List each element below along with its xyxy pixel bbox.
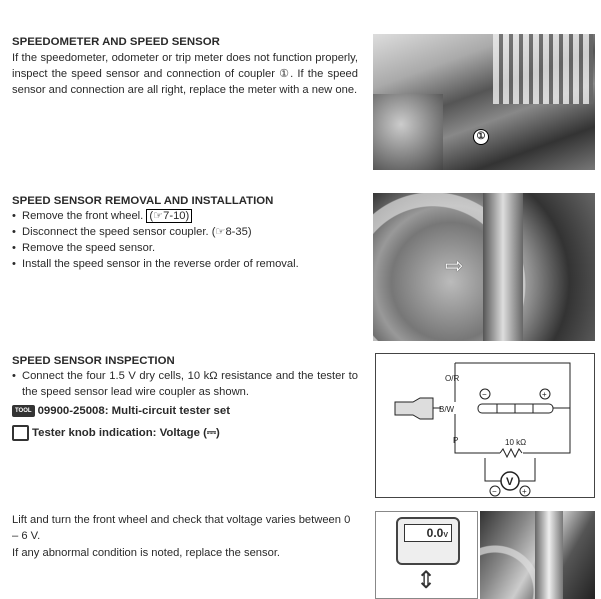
replace-sensor-text: If any abnormal condition is noted, replace the sensor. [12,547,281,559]
wire-label-bw: B/W [439,405,455,414]
coupler-callout: ① [473,129,489,145]
arrow-icon: ⇨ [445,253,464,278]
up-down-arrow-icon: ⇕ [416,567,437,594]
tool-icon: TOOL [12,405,35,417]
tester-knob-icon [12,425,29,441]
meter-plus: + [522,487,527,496]
multimeter-illustration [375,511,478,599]
heading-inspection: SPEED SENSOR INSPECTION [12,355,175,367]
step-disconnect-coupler: • Disconnect the speed sensor coupler. (☞8-35) [12,224,358,240]
inspection-wiring-diagram [375,353,595,498]
wire-label-or: O/R [445,374,460,383]
voltmeter-label: V [506,476,514,488]
reference-link-7-10[interactable]: (☞7-10) [146,209,192,223]
resistor-label: 10 kΩ [505,438,527,447]
step-remove-wheel: • Remove the front wheel. (☞7-10) [12,208,358,224]
step-install-sensor: • Install the speed sensor in the reverse order of removal. [12,256,358,272]
special-tool-line: TOOL 09900-25008: Multi-circuit tester set [12,403,358,419]
check-voltage-text: Lift and turn the front wheel and check that voltage varies between 0 – 6 V. [12,514,351,542]
reference-link-8-35[interactable]: (☞8-35) [211,226,252,238]
meter-display: 0.0V [404,524,452,542]
heading-removal-installation: SPEED SENSOR REMOVAL AND INSTALLATION [12,195,274,207]
speed-sensor-coupler-photo [373,34,595,170]
heading-speedometer: SPEEDOMETER AND SPEED SENSOR [12,36,220,48]
meter-minus: − [492,487,497,496]
removal-steps [12,208,358,272]
wire-label-p: P [453,436,459,445]
step-remove-sensor: • Remove the speed sensor. [12,240,358,256]
tester-knob-line: Tester knob indication: Voltage (⎓) [12,425,358,441]
inspection-steps [12,368,358,400]
speed-sensor-photo [373,193,595,341]
speedometer-paragraph: If the speedometer, odometer or trip meter does not function properly, inspect the speed sensor and connection of coupler ①. If the speed sensor and connection are all right, replace the meter with a new one. [12,52,358,96]
battery-plus: + [542,390,547,399]
battery-minus: − [482,390,487,399]
step-connect-cells: • Connect the four 1.5 V dry cells, 10 kΩ resistance and the tester to the speed sensor lead wire coupler as shown. [12,368,358,400]
front-wheel-photo [480,511,595,599]
